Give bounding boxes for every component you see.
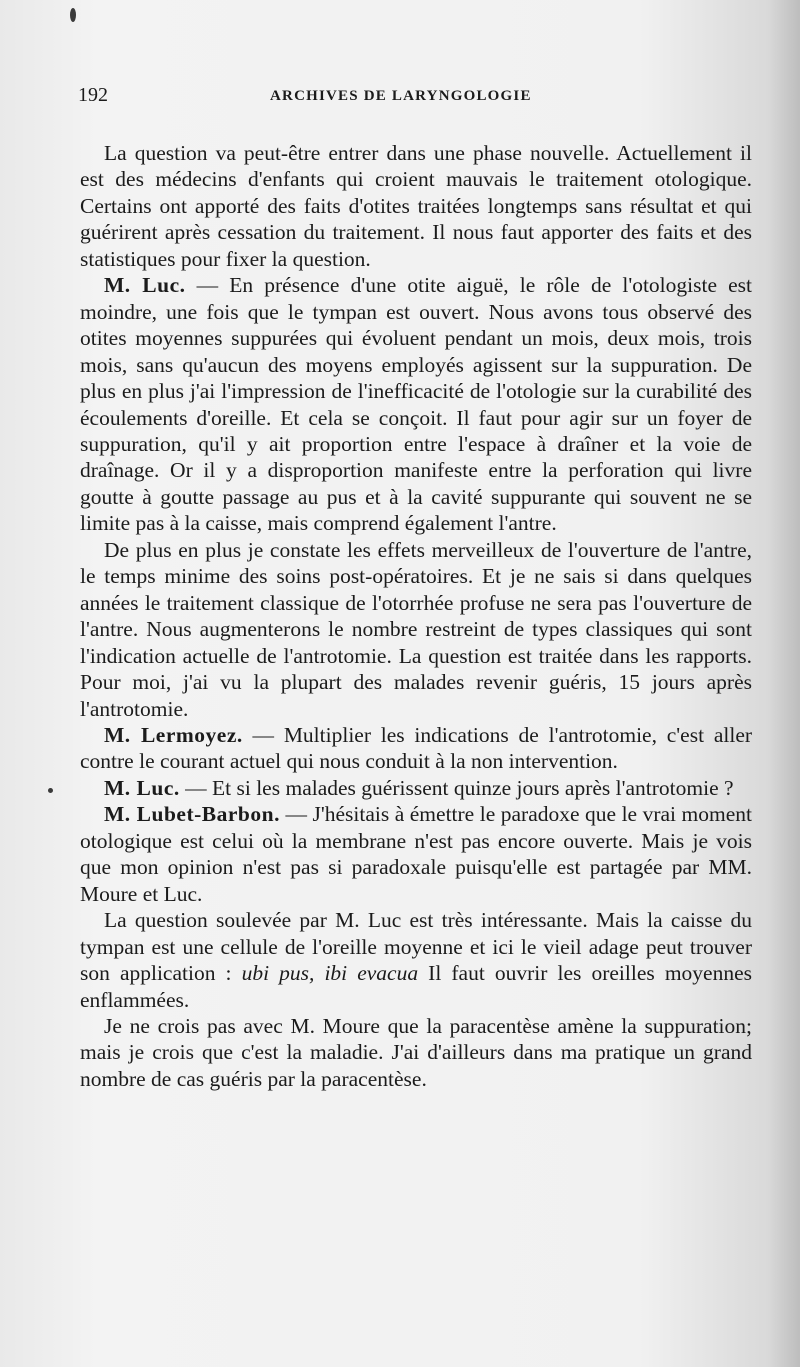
ink-speck [48,788,53,793]
speaker-dash: — [279,802,313,827]
running-head: ARCHIVES DE LARYNGOLOGIE [270,88,532,104]
speaker-dash: — [185,273,230,298]
paragraph [80,1013,752,1092]
paragraph-text: Multiplier les indications de l'antrotomie, c'est aller contre le courant actuel qui nous conduit à la non intervention. [80,722,753,774]
paragraph-text: La question va peut-être entrer dans une phase nouvelle. Actuellement il est des médecins d'enfants qui croient mauvais le traitement otologique. Certains ont apporté des faits d'otites traitées longtemps sans résultat et qui guérirent après cessation du traitement. Il nous faut apporter des faits et des statistiques pour fixer la question. [80,141,752,271]
page-header [78,84,758,116]
paragraph [80,907,752,1013]
paragraph [80,140,752,272]
paragraph-text-continued: Il faut ouvrir les oreilles moyennes enflammées. [80,961,752,1012]
paragraph [80,272,752,537]
paragraph [80,722,752,775]
speaker-dash: — [179,775,213,800]
speaker-name: M. Lubet-Barbon. [104,802,280,827]
paragraph-text: De plus en plus je constate les effets merveilleux de l'ouverture de l'antre, le temps minime des soins post-opératoires. Et je ne sais si dans quelques années le traitement classique de l'otorrhée profuse ne sera pas l'ouverture de l'antre. Nous augmenterons le nombre restreint de types classiques qui sont l'indication actuelle de l'antrotomie. La question est traitée dans les rapports. Pour moi, j'ai vu la plupart des malades revenir guéris, 15 jours après l'antrotomie. [80,537,752,721]
paragraph-text: En présence d'une otite aiguë, le rôle de l'otologiste est moindre, une fois que le tympan est ouvert. Nous avons tous observé des otites moyennes suppurées qui évoluent pendant un mois, deux mois, trois mois, sans qu'aucun des moyens employés agissent sur la suppuration. De plus en plus j'ai l'impression de l'inefficacité de l'otologie sur la curabilité des écoulements d'oreille. Et cela se conçoit. Il faut pour agir sur un foyer de suppuration, qu'il y ait proportion entre l'espace à draîner et la voie de draînage. Or il y a disproportion manifeste entre la perforation qui livre goutte à goutte passage au pus et à la cavité suppurante qui souvent ne se limite pas à la caisse, mais comprend également l'antre. [80,273,753,536]
ink-speck [70,8,76,22]
speaker-name: M. Lermoyez. [104,722,243,747]
page-number: 192 [78,84,108,106]
body-text [80,140,752,1092]
paragraph [80,775,752,801]
paragraph [80,801,752,907]
speaker-name: M. Luc. [104,775,180,800]
speaker-dash: — [242,722,284,747]
paragraph-text: La question soulevée par M. Luc est très intéressante. Mais la caisse du tympan est une cellule de l'oreille moyenne et ici le vieil adage peut trouver son application : [80,908,752,986]
paragraph-text: Je ne crois pas avec M. Moure que la paracentèse amène la suppuration; mais je crois que c'est la maladie. J'ai d'ailleurs dans ma pratique un grand nombre de cas guéris par la paracentèse. [80,1013,752,1091]
paragraph-text: Et si les malades guérissent quinze jours après l'antrotomie ? [212,775,734,800]
paragraph [80,537,752,722]
latin-adage: ubi pus, ibi evacua [241,961,419,986]
paragraph-text: J'hésitais à émettre le paradoxe que le vrai moment otologique est celui où la membrane n'est pas encore ouverte. Mais je vois que mon opinion n'est pas si paradoxale puisqu'elle est partagée par MM. Moure et Luc. [80,802,753,906]
speaker-name: M. Luc. [104,273,186,298]
